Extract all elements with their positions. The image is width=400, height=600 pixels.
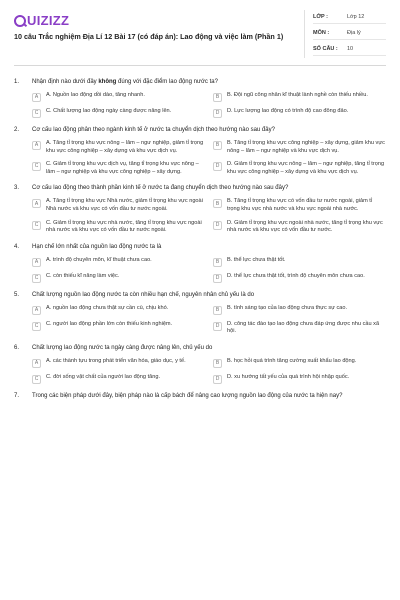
answer-option[interactable]: [213, 161, 386, 176]
answer-options: [14, 198, 386, 234]
answer-option[interactable]: [213, 198, 386, 213]
question-text: [32, 392, 342, 400]
option-letter-box: B: [213, 359, 222, 368]
answer-option[interactable]: [213, 92, 386, 102]
option-text: A. Tăng tỉ trọng khu vực Nhà nước, giảm tỉ trọng khu vực ngoài Nhà nước và khu vực có vốn đầu tư nước ngoài.: [46, 198, 203, 213]
option-letter-box: A: [32, 199, 41, 208]
answer-options: [14, 358, 386, 384]
question-text-part: đúng với đặc điểm lao động nước ta?: [116, 79, 218, 85]
question-prompt: [14, 243, 386, 251]
meta-key: LỚP :: [313, 13, 328, 20]
question-text: [32, 126, 275, 134]
answer-option[interactable]: [213, 257, 386, 267]
option-letter-box: C: [32, 109, 41, 118]
answer-option[interactable]: [213, 220, 386, 235]
meta-value: Lớp 12: [347, 13, 365, 20]
option-text: B. Tăng tỉ trọng khu vực có vốn đầu tư nước ngoài, giảm tỉ trọng khu vực nhà nước và khu vực ngoài nhà nước.: [227, 198, 373, 213]
meta-row-subject: [313, 26, 386, 40]
answer-option[interactable]: [32, 220, 205, 235]
answer-option[interactable]: [213, 108, 386, 118]
option-letter-box: D: [213, 221, 222, 230]
option-letter-box: C: [32, 221, 41, 230]
question-prompt: [14, 126, 386, 134]
option-text: D. thể lực chưa thật tốt, trình độ chuyên môn chưa cao.: [227, 272, 365, 279]
question-block: [14, 78, 386, 118]
question-text-part: Trong các biện pháp dưới đây, biện pháp nào là cấp bách để nâng cao lượng nguồn lao động của nước ta hiện nay?: [32, 393, 343, 400]
answer-option[interactable]: [32, 374, 205, 384]
option-text: A. trình độ chuyên môn, kĩ thuật chưa cao.: [46, 256, 152, 263]
option-text: C. Giảm tỉ trọng khu vực nhà nước, tăng tỉ trọng khu vực ngoài nhà nước và khu vực có vốn đầu tư nước ngoài.: [46, 219, 202, 234]
answer-option[interactable]: [213, 140, 386, 155]
question-number: 3.: [14, 185, 20, 192]
answer-option[interactable]: [213, 305, 386, 315]
option-letter-box: A: [32, 93, 41, 102]
option-letter-box: D: [213, 162, 222, 171]
meta-value: Địa lý: [347, 29, 361, 36]
question-text-part: Cơ cấu lao động phân theo ngành kinh tế ở nước ta chuyển dịch theo hướng nào sau đây?: [32, 127, 275, 134]
option-text: D. Giảm tỉ trọng khu vực nông – lâm – ngư nghiệp, tăng tỉ trọng khu vực công nghiệp – xây dựng và khu vực dịch vụ.: [227, 161, 385, 175]
question-block: [14, 243, 386, 283]
option-letter-box: D: [213, 322, 222, 331]
question-text-part: Hạn chế lớn nhất của nguồn lao động nước ta là: [32, 243, 162, 250]
question-number: 4.: [14, 243, 20, 250]
option-letter-box: C: [32, 162, 41, 171]
question-text: [32, 291, 254, 299]
question-block: [14, 392, 386, 400]
worksheet-title: 10 câu Trắc nghiệm Địa Lí 12 Bài 17 (có đáp án): Lao động và việc làm (Phần 1): [14, 32, 284, 41]
option-letter-box: A: [32, 306, 41, 315]
option-text: B. tính sáng tạo của lao động chưa thực sự cao.: [227, 304, 348, 311]
option-text: D. công tác đào tạo lao động chưa đáp ứng được nhu cầu xã hội.: [227, 320, 380, 335]
answer-options: [14, 92, 386, 118]
worksheet-header: [14, 0, 386, 66]
answer-option[interactable]: [32, 305, 205, 315]
answer-option[interactable]: [32, 198, 205, 213]
logo-q-icon: [14, 15, 26, 27]
option-text: C. đời sống vật chất của người lao động tăng.: [46, 374, 161, 381]
option-letter-box: B: [213, 258, 222, 267]
question-text: [32, 184, 288, 192]
option-letter-box: B: [213, 199, 222, 208]
option-text: D. Lực lượng lao động có trình độ cao đông đảo.: [227, 108, 349, 115]
meta-value: 10: [347, 45, 354, 52]
option-letter-box: B: [213, 93, 222, 102]
option-text: B. học hỏi quá trình tăng cường xuất khẩu lao động.: [227, 358, 357, 365]
answer-option[interactable]: [213, 321, 386, 336]
meta-row-count: [313, 42, 386, 56]
logo-text: UIZIZZ: [27, 13, 70, 28]
meta-row-class: [313, 10, 386, 24]
option-text: A. Tăng tỉ trọng khu vực nông – lâm – ngư nghiệp, giảm tỉ trọng khu vực công nghiệp – xây dựng và khu vực dịch vụ.: [46, 140, 204, 154]
answer-option[interactable]: [213, 374, 386, 384]
option-letter-box: A: [32, 141, 41, 150]
option-letter-box: A: [32, 258, 41, 267]
question-text-emphasis: không: [98, 79, 117, 85]
question-prompt: [14, 184, 386, 192]
option-letter-box: D: [213, 274, 222, 283]
answer-option[interactable]: [32, 358, 205, 368]
option-text: C. Chất lượng lao động ngày càng được nâng lên.: [46, 108, 172, 115]
answer-options: [14, 140, 386, 176]
question-block: [14, 126, 386, 176]
option-text: D. Giảm tỉ trọng khu vực ngoài nhà nước, tăng tỉ trọng khu vực nhà nước và khu vực có vốn đầu tư nước.: [227, 219, 383, 234]
quizizz-logo: [14, 13, 69, 28]
question-text: [32, 243, 161, 251]
question-block: [14, 184, 386, 234]
option-letter-box: D: [213, 375, 222, 384]
question-prompt: [14, 392, 386, 400]
question-block: [14, 291, 386, 336]
answer-option[interactable]: [32, 161, 205, 176]
question-text-part: Cơ cấu lao động theo thành phần kinh tế ở nước ta đang chuyển dịch theo hướng nào sau đây?: [32, 185, 289, 192]
answer-option[interactable]: [32, 273, 205, 283]
answer-options: [14, 305, 386, 336]
option-text: C. Giảm tỉ trọng khu vực dịch vụ, tăng tỉ trọng khu vực nông – lâm – ngư nghiệp và khu vực công nghiệp – xây dựng.: [46, 161, 199, 175]
option-letter-box: A: [32, 359, 41, 368]
option-text: C. người lao động phần lớn còn thiếu kinh nghiệm.: [46, 320, 173, 327]
question-text: [32, 78, 218, 86]
option-letter-box: C: [32, 375, 41, 384]
answer-option[interactable]: [32, 321, 205, 336]
option-text: B. Tăng tỉ trọng khu vực công nghiệp – xây dựng, giảm khu vực nông – lâm – ngư nghiệp và khu vực dịch vụ.: [227, 140, 385, 154]
option-letter-box: B: [213, 141, 222, 150]
option-letter-box: D: [213, 109, 222, 118]
question-prompt: [14, 291, 386, 299]
option-text: A. nguồn lao động chưa thật sự cần cù, chịu khó.: [46, 304, 169, 311]
question-block: [14, 344, 386, 384]
question-number: 5.: [14, 291, 20, 298]
question-number: 6.: [14, 344, 20, 351]
question-text-part: Chất lượng nguồn lao động nước ta còn nhiều hạn chế, nguyên nhân chủ yếu là do: [32, 291, 255, 298]
answer-option[interactable]: [213, 273, 386, 283]
option-text: A. Nguồn lao động dồi dào, tăng nhanh.: [46, 92, 145, 99]
question-list: [14, 66, 386, 400]
option-letter-box: B: [213, 306, 222, 315]
option-text: D. xu hướng tất yếu của quá trình hội nhập quốc.: [227, 374, 350, 381]
meta-key: SỐ CÂU :: [313, 45, 338, 52]
answer-option[interactable]: [32, 140, 205, 155]
option-text: C. còn thiếu kĩ năng làm việc.: [46, 272, 120, 279]
answer-option[interactable]: [32, 92, 205, 102]
option-text: A. các thành tựu trong phát triển văn hóa, giáo dục, y tế.: [46, 358, 186, 365]
question-number: 2.: [14, 127, 20, 134]
option-letter-box: C: [32, 322, 41, 331]
question-prompt: [14, 344, 386, 352]
question-text-part: Chất lượng lao động nước ta ngày càng được nâng lên, chủ yếu do: [32, 344, 213, 351]
answer-option[interactable]: [32, 257, 205, 267]
answer-option[interactable]: [32, 108, 205, 118]
question-text: [32, 344, 212, 352]
answer-options: [14, 257, 386, 283]
option-text: B. thể lực chưa thật tốt.: [227, 256, 286, 263]
question-text-part: Nhận định nào dưới đây: [32, 79, 99, 85]
question-number: 1.: [14, 79, 20, 85]
worksheet-meta: [304, 10, 386, 58]
option-letter-box: C: [32, 274, 41, 283]
option-text: B. Đội ngũ công nhân kĩ thuật lành nghề còn thiếu nhiều.: [227, 92, 368, 99]
question-number: 7.: [14, 393, 20, 400]
meta-key: MÔN :: [313, 29, 330, 36]
answer-option[interactable]: [213, 358, 386, 368]
question-prompt: [14, 78, 386, 86]
